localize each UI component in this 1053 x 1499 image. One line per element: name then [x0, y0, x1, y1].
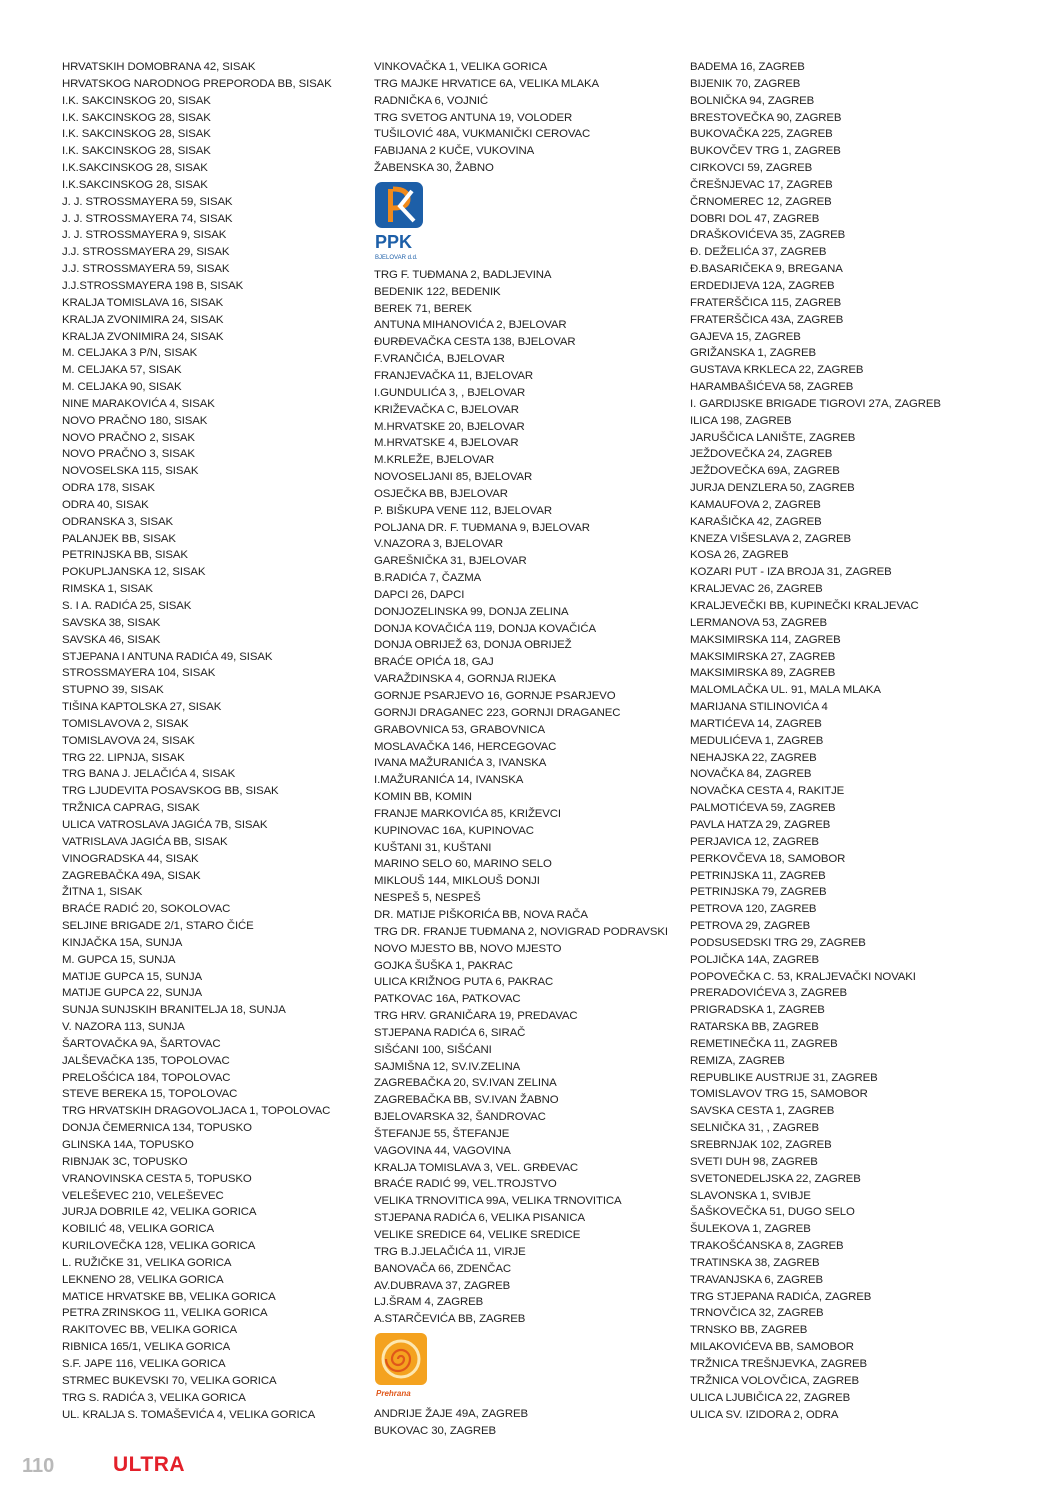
- address-row: GRABOVNICA 53, GRABOVNICA: [374, 723, 545, 736]
- address-row: S. I A. RADIĆA 25, SISAK: [62, 600, 192, 612]
- ppk-logo-subtext: BJELOVAR d.d.: [375, 254, 418, 261]
- address-row: TRG HRVATSKIH DRAGOVOLJACA 1, TOPOLOVAC: [62, 1105, 331, 1118]
- address-row: STEVE BEREKA 15, TOPOLOVAC: [62, 1088, 238, 1101]
- address-row: KARAŠIČKA 42, ZAGREB: [690, 515, 822, 528]
- ppk-logo-text: PPK: [375, 231, 413, 252]
- address-row: NOVO PRAČNO 2, SISAK: [62, 431, 195, 444]
- address-row: VELEŠEVEC 210, VELEŠEVEC: [62, 1189, 224, 1202]
- address-row: LERMANOVA 53, ZAGREB: [690, 616, 828, 629]
- address-row: SVETONEDELJSKA 22, ZAGREB: [690, 1172, 861, 1185]
- address-row: NOVAČKA CESTA 4, RAKITJE: [690, 785, 845, 798]
- address-row: DONJA KOVAČIĆA 119, DONJA KOVAČIĆA: [374, 622, 596, 635]
- address-row: ŽABENSKA 30, ŽABNO: [374, 162, 494, 175]
- address-row: Đ.BASARIČEKA 9, BREGANA: [690, 263, 843, 276]
- address-row: ERDEDIJEVA 12A, ZAGREB: [690, 279, 835, 292]
- address-row: STROSSMAYERA 104, SISAK: [62, 667, 216, 680]
- address-row: AV.DUBRAVA 37, ZAGREB: [374, 1279, 511, 1292]
- address-row: TRG BANA J. JELAČIĆA 4, SISAK: [62, 768, 236, 781]
- address-row: TRG HRV. GRANIČARA 19, PREDAVAC: [374, 1010, 578, 1023]
- address-row: DAPCI 26, DAPCI: [374, 588, 465, 601]
- address-row: SAJMIŠNA 12, SV.IV.ZELINA: [374, 1060, 521, 1073]
- address-row: SAVSKA 38, SISAK: [62, 616, 161, 629]
- address-row: VELIKA TRNOVITICA 99A, VELIKA TRNOVITICA: [374, 1195, 622, 1208]
- address-row: CIRKOVCI 59, ZAGREB: [690, 162, 813, 175]
- address-row: ANTUNA MIHANOVIĆA 2, BJELOVAR: [374, 319, 567, 332]
- address-row: TRŽNICA CAPRAG, SISAK: [62, 802, 200, 815]
- address-row: VATRISLAVA JAGIĆA BB, SISAK: [62, 835, 228, 848]
- address-row: ODRA 40, SISAK: [62, 498, 149, 511]
- address-row: MAKSIMIRSKA 27, ZAGREB: [690, 650, 836, 663]
- address-row: SVETI DUH 98, ZAGREB: [690, 1155, 818, 1168]
- address-row: ŠTEFANJE 55, ŠTEFANJE: [374, 1127, 510, 1140]
- address-row: RIBNICA 165/1, VELIKA GORICA: [62, 1341, 231, 1354]
- address-row: MARTIĆEVA 14, ZAGREB: [690, 717, 822, 730]
- address-row: MAKSIMIRSKA 114, ZAGREB: [690, 633, 841, 646]
- address-row: NOVO PRAČNO 180, SISAK: [62, 414, 208, 427]
- address-row: REMETINEČKA 11, ZAGREB: [690, 1037, 838, 1050]
- address-row: TRŽNICA VOLOVČICA, ZAGREB: [690, 1374, 860, 1387]
- address-row: MOSLAVAČKA 146, HERCEGOVAC: [374, 740, 557, 753]
- address-row: L. RUŽIČKE 31, VELIKA GORICA: [62, 1256, 232, 1269]
- address-row: VELIKE SREDICE 64, VELIKE SREDICE: [374, 1229, 581, 1241]
- address-row: FRANJE MARKOVIĆA 85, KRIŽEVCI: [374, 807, 561, 820]
- address-row: PETRINJSKA 79, ZAGREB: [690, 886, 827, 899]
- address-row: HARAMBAŠIĆEVA 58, ZAGREB: [690, 381, 854, 394]
- address-row: TRATINSKA 38, ZAGREB: [690, 1256, 820, 1269]
- address-row: ČRNOMEREC 12, ZAGREB: [690, 195, 832, 208]
- address-row: TOMISLAVOV TRG 15, SAMOBOR: [690, 1088, 868, 1101]
- address-row: PRIGRADSKA 1, ZAGREB: [690, 1004, 825, 1017]
- address-row: BIJENIK 70, ZAGREB: [690, 77, 801, 90]
- address-row: MIKLOUŠ 144, MIKLOUŠ DONJI: [374, 875, 540, 888]
- address-row: PALMOTIĆEVA 59, ZAGREB: [690, 802, 836, 815]
- address-row: ČREŠNJEVAC 17, ZAGREB: [690, 178, 833, 191]
- address-row: NOVOSELSKA 115, SISAK: [62, 465, 199, 478]
- address-column-1: [62, 59, 332, 1423]
- address-row: BEREK 71, BEREK: [374, 302, 472, 315]
- address-row: MEDULIĆEVA 1, ZAGREB: [690, 734, 824, 747]
- address-row: PETRINJSKA 11, ZAGREB: [690, 869, 826, 882]
- address-row: ANDRIJE ŽAJE 49A, ZAGREB: [374, 1408, 528, 1421]
- address-row: KNEZA VIŠESLAVA 2, ZAGREB: [690, 532, 852, 545]
- address-group-bjelovar: [374, 267, 668, 1328]
- address-row: J.J. STROSSMAYERA 29, SISAK: [62, 246, 230, 259]
- address-row: GAJEVA 15, ZAGREB: [690, 330, 801, 343]
- address-row: BOLNIČKA 94, ZAGREB: [690, 94, 815, 107]
- address-row: JEŽDOVEČKA 69A, ZAGREB: [690, 465, 840, 478]
- address-row: TRG MAJKE HRVATICE 6A, VELIKA MLAKA: [374, 77, 600, 90]
- address-row: NOVO MJESTO BB, NOVO MJESTO: [374, 942, 562, 955]
- address-row: DONJA OBRIJEŽ 63, DONJA OBRIJEŽ: [374, 639, 572, 652]
- address-row: JURJA DOBRILE 42, VELIKA GORICA: [62, 1206, 257, 1219]
- address-row: SELJINE BRIGADE 2/1, STARO ČIĆE: [62, 920, 254, 933]
- address-row: GORNJE PSARJEVO 16, GORNJE PSARJEVO: [374, 690, 616, 702]
- address-row: REPUBLIKE AUSTRIJE 31, ZAGREB: [690, 1071, 878, 1084]
- address-row: ZAGREBAČKA 49A, SISAK: [62, 869, 201, 882]
- address-row: ŠAŠKOVEČKA 51, DUGO SELO: [690, 1206, 855, 1219]
- address-row: JURJA DENZLERA 50, ZAGREB: [690, 482, 855, 495]
- address-row: GLINSKA 14A, TOPUSKO: [62, 1139, 194, 1151]
- address-row: ODRA 178, SISAK: [62, 482, 155, 495]
- address-row: ULICA KRIŽNOG PUTA 6, PAKRAC: [374, 976, 554, 989]
- address-row: FRANJEVAČKA 11, BJELOVAR: [374, 369, 534, 382]
- address-row: BUKOVAC 30, ZAGREB: [374, 1424, 497, 1437]
- address-row: TOMISLAVOVA 2, SISAK: [62, 717, 189, 730]
- address-row: J. J. STROSSMAYERA 9, SISAK: [62, 229, 227, 242]
- prehrana-logo: [374, 1332, 430, 1402]
- page-number: 110: [22, 1455, 55, 1477]
- address-row: GUSTAVA KRKLECA 22, ZAGREB: [690, 364, 864, 377]
- address-row: VINKOVAČKA 1, VELIKA GORICA: [374, 61, 548, 73]
- address-row: MARIJANA STILINOVIĆA 4: [690, 701, 828, 714]
- address-row: KUPINOVAC 16A, KUPINOVAC: [374, 824, 534, 837]
- address-row: ULICA LJUBIČICA 22, ZAGREB: [690, 1391, 851, 1404]
- address-row: DRAŠKOVIĆEVA 35, ZAGREB: [690, 229, 846, 242]
- address-row: PETROVA 120, ZAGREB: [690, 903, 817, 916]
- address-row: POLJANA DR. F. TUĐMANA 9, BJELOVAR: [374, 521, 590, 534]
- address-row: PRELOŠĆICA 184, TOPOLOVAC: [62, 1071, 231, 1084]
- address-row: UL. KRALJA S. TOMAŠEVIĆA 4, VELIKA GORICA: [62, 1408, 316, 1421]
- address-column-2: [374, 59, 668, 1440]
- address-row: I. GARDIJSKE BRIGADE TIGROVI 27A, ZAGREB: [690, 397, 941, 410]
- address-row: ŽITNA 1, SISAK: [62, 886, 143, 899]
- address-row: BRAĆE OPIĆA 18, GAJ: [374, 656, 494, 669]
- address-row: TRG DR. FRANJE TUĐMANA 2, NOVIGRAD PODRAVSKI: [374, 925, 668, 938]
- address-row: SREBRNJAK 102, ZAGREB: [690, 1139, 832, 1151]
- address-row: MILAKOVIĆEVA BB, SAMOBOR: [690, 1341, 854, 1354]
- address-row: POKUPLJANSKA 12, SISAK: [62, 566, 206, 579]
- address-row: RIBNJAK 3C, TOPUSKO: [62, 1155, 188, 1168]
- address-row: GAREŠNIČKA 31, BJELOVAR: [374, 555, 527, 568]
- address-row: TOMISLAVOVA 24, SISAK: [62, 734, 195, 747]
- address-row: STRMEC BUKEVSKI 70, VELIKA GORICA: [62, 1374, 277, 1387]
- prehrana-logo-text: Prehrana: [376, 1389, 411, 1399]
- address-column-3: [690, 59, 941, 1423]
- address-row: SIŠĆANI 100, SIŠĆANI: [374, 1043, 492, 1056]
- address-row: Đ. DEŽELIĆA 37, ZAGREB: [690, 246, 827, 259]
- address-row: S.F. JAPE 116, VELIKA GORICA: [62, 1357, 226, 1370]
- address-row: SAVSKA 46, SISAK: [62, 633, 161, 646]
- address-row: I.K. SAKCINSKOG 20, SISAK: [62, 94, 211, 107]
- address-row: PATKOVAC 16A, PATKOVAC: [374, 993, 521, 1006]
- address-row: ZAGREBAČKA BB, SV.IVAN ŽABNO: [374, 1094, 559, 1107]
- address-row: ŠULEKOVA 1, ZAGREB: [690, 1223, 811, 1236]
- address-row: FRATERŠČICA 43A, ZAGREB: [690, 313, 844, 326]
- address-row: KRIŽEVAČKA C, BJELOVAR: [374, 403, 519, 416]
- address-row: KINJAČKA 15A, SUNJA: [62, 936, 183, 949]
- address-row: KOSA 26, ZAGREB: [690, 549, 789, 562]
- address-row: FRATERŠČICA 115, ZAGREB: [690, 296, 842, 309]
- address-row: DOBRI DOL 47, ZAGREB: [690, 212, 820, 225]
- address-row: TRAKOŠĆANSKA 8, ZAGREB: [690, 1240, 844, 1253]
- address-row: P. BIŠKUPA VENE 112, BJELOVAR: [374, 504, 552, 517]
- address-row: DONJOZELINSKA 99, DONJA ZELINA: [374, 605, 569, 618]
- address-row: V.NAZORA 3, BJELOVAR: [374, 538, 504, 551]
- address-row: ŠARTOVAČKA 9A, ŠARTOVAC: [62, 1037, 221, 1050]
- address-row: TRNOVČICA 32, ZAGREB: [690, 1307, 824, 1320]
- address-row: KRALJEVAC 26, ZAGREB: [690, 583, 823, 596]
- address-row: BUKOVČEV TRG 1, ZAGREB: [690, 145, 841, 158]
- address-row: I.K. SAKCINSKOG 28, SISAK: [62, 128, 211, 141]
- address-row: NINE MARAKOVIĆA 4, SISAK: [62, 397, 215, 410]
- address-row: KRALJA TOMISLAVA 16, SISAK: [62, 296, 224, 309]
- address-row: TRG SVETOG ANTUNA 19, VOLODER: [374, 111, 573, 124]
- address-row: M.HRVATSKE 4, BJELOVAR: [374, 437, 519, 450]
- address-row: GRIŽANSKA 1, ZAGREB: [690, 347, 816, 360]
- address-row: KOZARI PUT - IZA BROJA 31, ZAGREB: [690, 566, 892, 579]
- address-row: KRALJA ZVONIMIRA 24, SISAK: [62, 330, 224, 343]
- address-row: STJEPANA RADIĆA 6, VELIKA PISANICA: [374, 1212, 585, 1225]
- address-row: KRALJA TOMISLAVA 3, VEL. GRĐEVAC: [374, 1161, 579, 1174]
- address-row: IVANA MAŽURANIĆA 3, IVANSKA: [374, 757, 547, 770]
- address-row: BRAĆE RADIĆ 20, SOKOLOVAC: [62, 903, 231, 916]
- address-row: POLJIČKA 14A, ZAGREB: [690, 953, 820, 966]
- address-row: J.J. STROSSMAYERA 59, SISAK: [62, 263, 230, 276]
- address-row: DONJA ČEMERNICA 134, TOPUSKO: [62, 1122, 252, 1135]
- address-row: TRG 22. LIPNJA, SISAK: [62, 751, 185, 764]
- address-row: GORNJI DRAGANEC 223, GORNJI DRAGANEC: [374, 706, 621, 719]
- address-row: M. GUPCA 15, SUNJA: [62, 953, 176, 966]
- address-row: F.VRANČIĆA, BJELOVAR: [374, 353, 505, 366]
- address-row: I.K. SAKCINSKOG 28, SISAK: [62, 145, 211, 158]
- address-row: TRG STJEPANA RADIĆA, ZAGREB: [690, 1290, 872, 1303]
- address-row: TIŠINA KAPTOLSKA 27, SISAK: [62, 701, 222, 714]
- address-row: MAKSIMIRSKA 89, ZAGREB: [690, 667, 836, 680]
- address-row: KRALJEVEČKI BB, KUPINEČKI KRALJEVAC: [690, 600, 919, 612]
- address-row: MALOMLAČKA UL. 91, MALA MLAKA: [690, 684, 881, 697]
- address-row: ODRANSKA 3, SISAK: [62, 515, 173, 528]
- address-row: HRVATSKOG NARODNOG PREPORODA BB, SISAK: [62, 77, 332, 90]
- address-row: ILICA 198, ZAGREB: [690, 414, 792, 427]
- address-row: RATARSKA BB, ZAGREB: [690, 1021, 819, 1034]
- address-row: TRAVANJSKA 6, ZAGREB: [690, 1273, 824, 1286]
- address-row: TRG S. RADIĆA 3, VELIKA GORICA: [62, 1391, 246, 1404]
- address-row: TRNSKO BB, ZAGREB: [690, 1324, 808, 1337]
- address-row: TRG LJUDEVITA POSAVSKOG BB, SISAK: [62, 785, 279, 798]
- address-row: SELNIČKA 31, , ZAGREB: [690, 1122, 819, 1135]
- address-group-zagreb: [374, 1406, 668, 1440]
- address-row: KUŠTANI 31, KUŠTANI: [374, 841, 492, 854]
- address-row: BANOVAČA 66, ZDENČAC: [374, 1262, 512, 1275]
- address-row: FABIJANA 2 KUČE, VUKOVINA: [374, 145, 535, 158]
- address-row: PETRA ZRINSKOG 11, VELIKA GORICA: [62, 1307, 268, 1320]
- address-row: I.K. SAKCINSKOG 28, SISAK: [62, 111, 211, 124]
- address-row: OSJEČKA BB, BJELOVAR: [374, 487, 508, 500]
- address-row: PETRINJSKA BB, SISAK: [62, 549, 188, 562]
- address-row: NOVO PRAČNO 3, SISAK: [62, 448, 195, 461]
- address-row: BUKOVAČKA 225, ZAGREB: [690, 128, 833, 141]
- address-row: MATIJE GUPCA 15, SUNJA: [62, 970, 203, 983]
- address-row: KAMAUFOVA 2, ZAGREB: [690, 498, 821, 511]
- address-row: LEKNENO 28, VELIKA GORICA: [62, 1273, 224, 1286]
- address-row: KRALJA ZVONIMIRA 24, SISAK: [62, 313, 224, 326]
- address-row: PALANJEK BB, SISAK: [62, 532, 176, 545]
- address-row: RADNIČKA 6, VOJNIĆ: [374, 94, 489, 107]
- address-row: VRANOVINSKA CESTA 5, TOPUSKO: [62, 1172, 252, 1185]
- address-row: PODSUSEDSKI TRG 29, ZAGREB: [690, 936, 866, 949]
- address-row: STJEPANA I ANTUNA RADIĆA 49, SISAK: [62, 650, 273, 663]
- address-row: M. CELJAKA 90, SISAK: [62, 381, 182, 394]
- address-row: I.K.SAKCINSKOG 28, SISAK: [62, 162, 208, 175]
- address-row: JEŽDOVEČKA 24, ZAGREB: [690, 448, 833, 461]
- address-row: SLAVONSKA 1, SVIBJE: [690, 1189, 811, 1202]
- address-row: POPOVEČKA C. 53, KRALJEVAČKI NOVAKI: [690, 970, 916, 983]
- address-row: VAGOVINA 44, VAGOVINA: [374, 1144, 511, 1157]
- address-row: PETROVA 29, ZAGREB: [690, 920, 811, 933]
- address-row: NESPEŠ 5, NESPEŠ: [374, 892, 481, 905]
- address-row: TRŽNICA TREŠNJEVKA, ZAGREB: [690, 1357, 867, 1370]
- address-row: MARINO SELO 60, MARINO SELO: [374, 858, 552, 871]
- address-row: TUŠILOVIĆ 48A, VUKMANIČKI CEROVAC: [374, 128, 591, 141]
- address-row: DR. MATIJE PIŠKORIĆA BB, NOVA RAČA: [374, 908, 588, 921]
- address-row: PERKOVČEVA 18, SAMOBOR: [690, 852, 846, 865]
- address-row: M.HRVATSKE 20, BJELOVAR: [374, 420, 525, 433]
- address-row: I.MAŽURANIĆA 14, IVANSKA: [374, 774, 524, 787]
- address-row: LJ.ŠRAM 4, ZAGREB: [374, 1296, 484, 1309]
- address-row: SUNJA SUNJSKIH BRANITELJA 18, SUNJA: [62, 1004, 286, 1017]
- address-row: HRVATSKIH DOMOBRANA 42, SISAK: [62, 61, 256, 73]
- address-row: J. J. STROSSMAYERA 74, SISAK: [62, 212, 233, 225]
- address-row: STJEPANA RADIĆA 6, SIRAČ: [374, 1026, 526, 1039]
- address-row: B.RADIĆA 7, ČAZMA: [374, 572, 482, 585]
- address-row: I.K.SAKCINSKOG 28, SISAK: [62, 178, 208, 191]
- brand-logo: ULTRA: [113, 1453, 186, 1476]
- address-row: BJELOVARSKA 32, ŠANDROVAC: [374, 1111, 546, 1124]
- address-row: RIMSKA 1, SISAK: [62, 583, 153, 596]
- address-row: MATIJE GUPCA 22, SUNJA: [62, 987, 203, 1000]
- address-row: J. J. STROSSMAYERA 59, SISAK: [62, 195, 233, 208]
- address-row: STUPNO 39, SISAK: [62, 684, 164, 697]
- address-row: GOJKA ŠUŠKA 1, PAKRAC: [374, 959, 513, 972]
- address-row: ULICA SV. IZIDORA 2, ODRA: [690, 1408, 839, 1421]
- address-row: VINOGRADSKA 44, SISAK: [62, 852, 199, 865]
- address-row: I.GUNDULIĆA 3, , BJELOVAR: [374, 386, 526, 399]
- address-row: BADEMA 16, ZAGREB: [690, 61, 805, 73]
- address-row: KURILOVEČKA 128, VELIKA GORICA: [62, 1240, 256, 1253]
- address-row: MATICE HRVATSKE BB, VELIKA GORICA: [62, 1290, 276, 1303]
- address-row: REMIZA, ZAGREB: [690, 1054, 785, 1067]
- ppk-logo: [374, 181, 434, 267]
- address-row: M.KRLEŽE, BJELOVAR: [374, 454, 495, 467]
- address-row: ZAGREBAČKA 20, SV.IVAN ZELINA: [374, 1077, 557, 1090]
- address-row: A.STARČEVIĆA BB, ZAGREB: [374, 1313, 526, 1326]
- address-row: PAVLA HATZA 29, ZAGREB: [690, 818, 831, 831]
- address-row: NOVOSELJANI 85, BJELOVAR: [374, 471, 533, 484]
- address-row: VARAŽDINSKA 4, GORNJA RIJEKA: [374, 673, 556, 686]
- address-row: J.J.STROSSMAYERA 198 B, SISAK: [62, 279, 244, 292]
- address-row: ĐURĐEVAČKA CESTA 138, BJELOVAR: [374, 336, 576, 349]
- address-row: JALŠEVAČKA 135, TOPOLOVAC: [62, 1054, 230, 1067]
- address-row: KOBILIĆ 48, VELIKA GORICA: [62, 1223, 214, 1236]
- address-row: JARUŠČICA LANIŠTE, ZAGREB: [690, 431, 856, 444]
- address-row: PRERADOVIĆEVA 3, ZAGREB: [690, 987, 848, 1000]
- address-row: V. NAZORA 113, SUNJA: [62, 1021, 185, 1034]
- address-row: BEDENIK 122, BEDENIK: [374, 285, 501, 298]
- address-row: M. CELJAKA 57, SISAK: [62, 364, 182, 377]
- address-row: PERJAVICA 12, ZAGREB: [690, 835, 819, 848]
- address-row: NEHAJSKA 22, ZAGREB: [690, 751, 817, 764]
- address-row: SAVSKA CESTA 1, ZAGREB: [690, 1105, 835, 1118]
- address-row: BRAĆE RADIĆ 99, VEL.TROJSTVO: [374, 1178, 557, 1191]
- address-group-vukovina: [374, 59, 668, 177]
- address-row: KOMIN BB, KOMIN: [374, 791, 472, 804]
- address-row: NOVAČKA 84, ZAGREB: [690, 768, 812, 781]
- address-row: M. CELJAKA 3 P/N, SISAK: [62, 347, 198, 360]
- address-row: BRESTOVEČKA 90, ZAGREB: [690, 111, 842, 124]
- address-row: RAKITOVEC BB, VELIKA GORICA: [62, 1324, 237, 1337]
- address-row: ULICA VATROSLAVA JAGIĆA 7B, SISAK: [62, 818, 268, 831]
- address-row: TRG B.J.JELAČIĆA 11, VIRJE: [374, 1245, 526, 1258]
- address-row: TRG F. TUĐMANA 2, BADLJEVINA: [374, 268, 552, 281]
